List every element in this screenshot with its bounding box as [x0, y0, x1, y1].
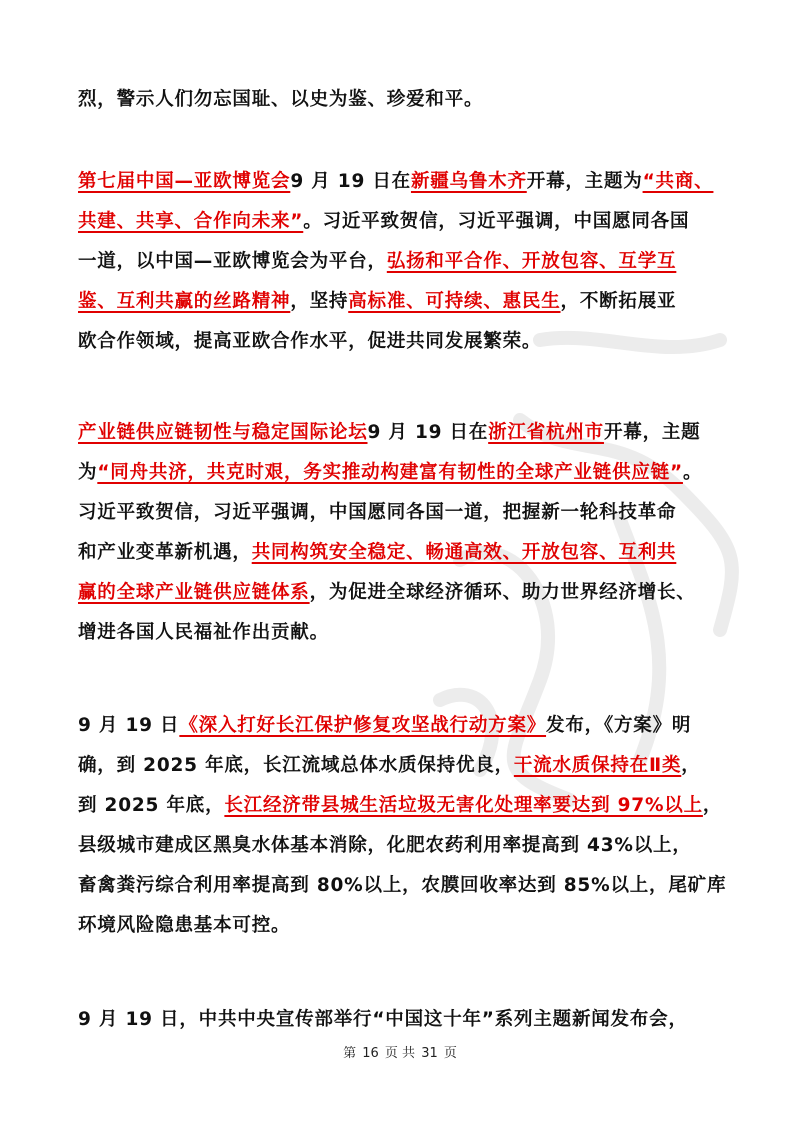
text-line: [78, 746, 726, 786]
body-text: 确，到 2025 年底，长江流域总体水质保持优良，: [78, 755, 514, 776]
text-line: [78, 906, 726, 946]
highlighted-text: 新疆乌鲁木齐: [410, 171, 527, 192]
body-text: 烈，警示人们勿忘国耻、以史为鉴、珍爱和平。: [78, 89, 484, 110]
text-line: [78, 1000, 726, 1040]
highlighted-text: 弘扬和平合作、开放包容、互学互: [386, 251, 677, 272]
body-text: 增进各国人民福祉作出贡献。: [78, 622, 329, 643]
highlighted-text: 《深入打好长江保护修复攻坚战行动方案》: [179, 715, 547, 736]
highlighted-text: 浙江省杭州市: [488, 422, 604, 443]
body-text: 一道，以中国—亚欧博览会为平台，: [78, 251, 387, 272]
body-text: 到 2025 年底，: [78, 795, 225, 816]
body-text: 习近平致贺信，习近平强调，中国愿同各国一道，把握新一轮科技革命: [78, 502, 677, 523]
text-line: [78, 322, 726, 362]
body-text: ，为促进全球经济循环、助力世界经济增长、: [309, 582, 696, 603]
footer-page-number: 16: [362, 1046, 379, 1061]
body-text: 开幕，主题为: [526, 171, 643, 192]
highlighted-text: 共建、共享、合作向未来”: [78, 211, 304, 232]
text-line: [78, 613, 726, 653]
body-text: 和产业变革新机遇，: [78, 542, 252, 563]
body-text: 欧合作领域，提高亚欧合作水平，促进共同发展繁荣。: [78, 331, 542, 352]
highlighted-text: 共同构筑安全稳定、畅通高效、开放包容、互利共: [251, 542, 677, 563]
highlighted-text: 长江经济带县城生活垃圾无害化处理率要达到 97%以上: [224, 795, 703, 816]
text-line: [78, 826, 726, 866]
text-line: [78, 413, 726, 453]
body-text: ，坚持: [290, 291, 349, 312]
paragraph-1: [78, 80, 726, 120]
body-text: 。: [682, 462, 703, 483]
body-text: 9 月 19 日在: [290, 171, 411, 192]
body-text: 9 月 19 日: [78, 715, 180, 736]
text-line: [78, 453, 726, 493]
highlighted-text: 干流水质保持在Ⅱ类: [513, 755, 682, 776]
footer-prefix: 第: [343, 1046, 357, 1061]
text-line: [78, 866, 726, 906]
text-line: [78, 202, 726, 242]
highlighted-text: 第七届中国—亚欧博览会: [78, 171, 291, 192]
footer-total-pages: 31: [421, 1046, 438, 1061]
body-text: 环境风险隐患基本可控。: [78, 915, 291, 936]
text-line: [78, 80, 726, 120]
text-line: [78, 533, 726, 573]
text-line: [78, 706, 726, 746]
body-text: 发布，《方案》明: [546, 715, 692, 736]
text-line: [78, 493, 726, 533]
body-text: 县级城市建成区黑臭水体基本消除，化肥农药利用率提高到 43%以上，: [78, 835, 692, 856]
paragraph-yangtze: [78, 706, 726, 946]
highlighted-text: 产业链供应链韧性与稳定国际论坛: [78, 422, 368, 443]
highlighted-text: “同舟共济，共克时艰，务实推动构建富有韧性的全球产业链供应链”: [97, 462, 683, 483]
body-text: ，: [681, 755, 701, 776]
body-text: 开幕，主题: [603, 422, 701, 443]
body-text: 为: [78, 462, 98, 483]
highlighted-text: 高标准、可持续、惠民生: [348, 291, 561, 312]
footer-middle: 页 共: [384, 1046, 416, 1061]
text-line: [78, 282, 726, 322]
text-line: [78, 242, 726, 282]
page-footer: [0, 1042, 800, 1061]
body-text: ，不断拓展亚: [560, 291, 677, 312]
body-text: 9 月 19 日在: [367, 422, 489, 443]
text-line: [78, 573, 726, 613]
body-text: ，: [702, 795, 723, 816]
text-line: [78, 162, 726, 202]
body-text: 。习近平致贺信，习近平强调，中国愿同各国: [303, 211, 690, 232]
text-line: [78, 786, 726, 826]
body-text: 9 月 19 日，中共中央宣传部举行“中国这十年”系列主题新闻发布会，: [78, 1009, 688, 1030]
paragraph-forum: [78, 413, 726, 653]
footer-suffix: 页: [443, 1046, 457, 1061]
body-text: 畜禽粪污综合利用率提高到 80%以上，农膜回收率达到 85%以上，尾矿库: [78, 875, 727, 896]
highlighted-text: 鉴、互利共赢的丝路精神: [78, 291, 291, 312]
highlighted-text: 赢的全球产业链供应链体系: [78, 582, 310, 603]
highlighted-text: “共商、: [642, 171, 714, 192]
paragraph-press: [78, 1000, 726, 1040]
paragraph-expo: [78, 162, 726, 362]
